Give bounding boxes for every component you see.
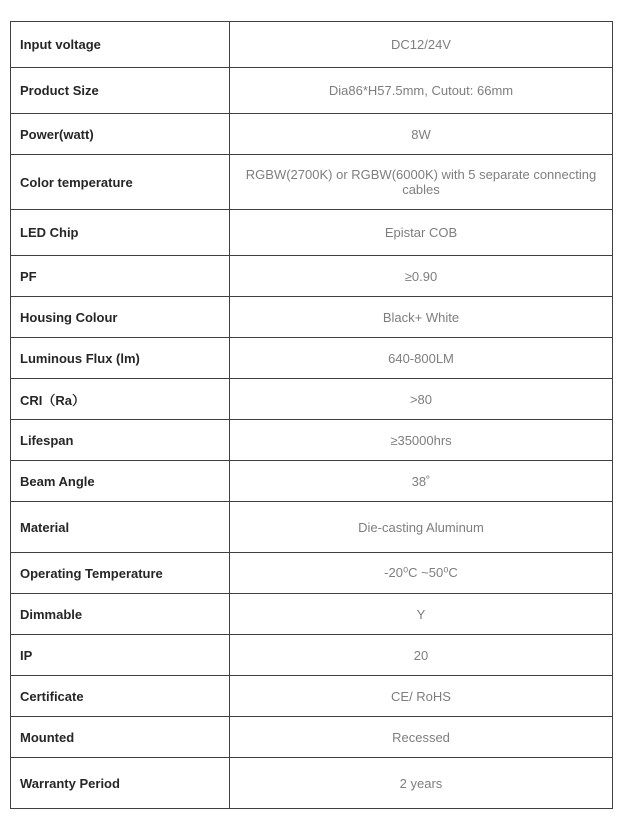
spec-value: RGBW(2700K) or RGBW(6000K) with 5 separate connecting cables	[230, 155, 613, 210]
spec-value: 20	[230, 635, 613, 676]
spec-label: Product Size	[11, 68, 230, 114]
spec-value: Y	[230, 594, 613, 635]
spec-value: DC12/24V	[230, 22, 613, 68]
table-row	[11, 338, 613, 379]
spec-value: 2 years	[230, 758, 613, 809]
spec-label: LED Chip	[11, 210, 230, 256]
table-row	[11, 256, 613, 297]
table-row	[11, 297, 613, 338]
spec-value: 640-800LM	[230, 338, 613, 379]
spec-value: 8W	[230, 114, 613, 155]
spec-table	[10, 21, 613, 809]
table-row	[11, 68, 613, 114]
table-row	[11, 676, 613, 717]
spec-label: Lifespan	[11, 420, 230, 461]
spec-value: Black+ White	[230, 297, 613, 338]
spec-label: Luminous Flux (lm)	[11, 338, 230, 379]
table-row	[11, 22, 613, 68]
spec-value: Recessed	[230, 717, 613, 758]
spec-value: -20⁰C ~50⁰C	[230, 553, 613, 594]
spec-label: IP	[11, 635, 230, 676]
table-row	[11, 461, 613, 502]
spec-value: Epistar COB	[230, 210, 613, 256]
spec-label: Dimmable	[11, 594, 230, 635]
table-row	[11, 502, 613, 553]
spec-value: CE/ RoHS	[230, 676, 613, 717]
table-row	[11, 379, 613, 420]
spec-value: ≥0.90	[230, 256, 613, 297]
table-row	[11, 594, 613, 635]
spec-label: Material	[11, 502, 230, 553]
table-row	[11, 553, 613, 594]
table-row	[11, 717, 613, 758]
spec-value: ≥35000hrs	[230, 420, 613, 461]
table-row	[11, 210, 613, 256]
spec-label: Beam Angle	[11, 461, 230, 502]
spec-value: Die-casting Aluminum	[230, 502, 613, 553]
table-row	[11, 155, 613, 210]
spec-label: CRI（Ra）	[11, 379, 230, 420]
spec-value: Dia86*H57.5mm, Cutout: 66mm	[230, 68, 613, 114]
spec-label: Housing Colour	[11, 297, 230, 338]
spec-label: Input voltage	[11, 22, 230, 68]
spec-value: 38˚	[230, 461, 613, 502]
spec-label: Power(watt)	[11, 114, 230, 155]
table-row	[11, 420, 613, 461]
spec-label: Warranty Period	[11, 758, 230, 809]
spec-label: Mounted	[11, 717, 230, 758]
spec-label: Certificate	[11, 676, 230, 717]
table-row	[11, 114, 613, 155]
spec-label: Operating Temperature	[11, 553, 230, 594]
table-row	[11, 758, 613, 809]
spec-label: PF	[11, 256, 230, 297]
spec-value: >80	[230, 379, 613, 420]
table-row	[11, 635, 613, 676]
spec-label: Color temperature	[11, 155, 230, 210]
